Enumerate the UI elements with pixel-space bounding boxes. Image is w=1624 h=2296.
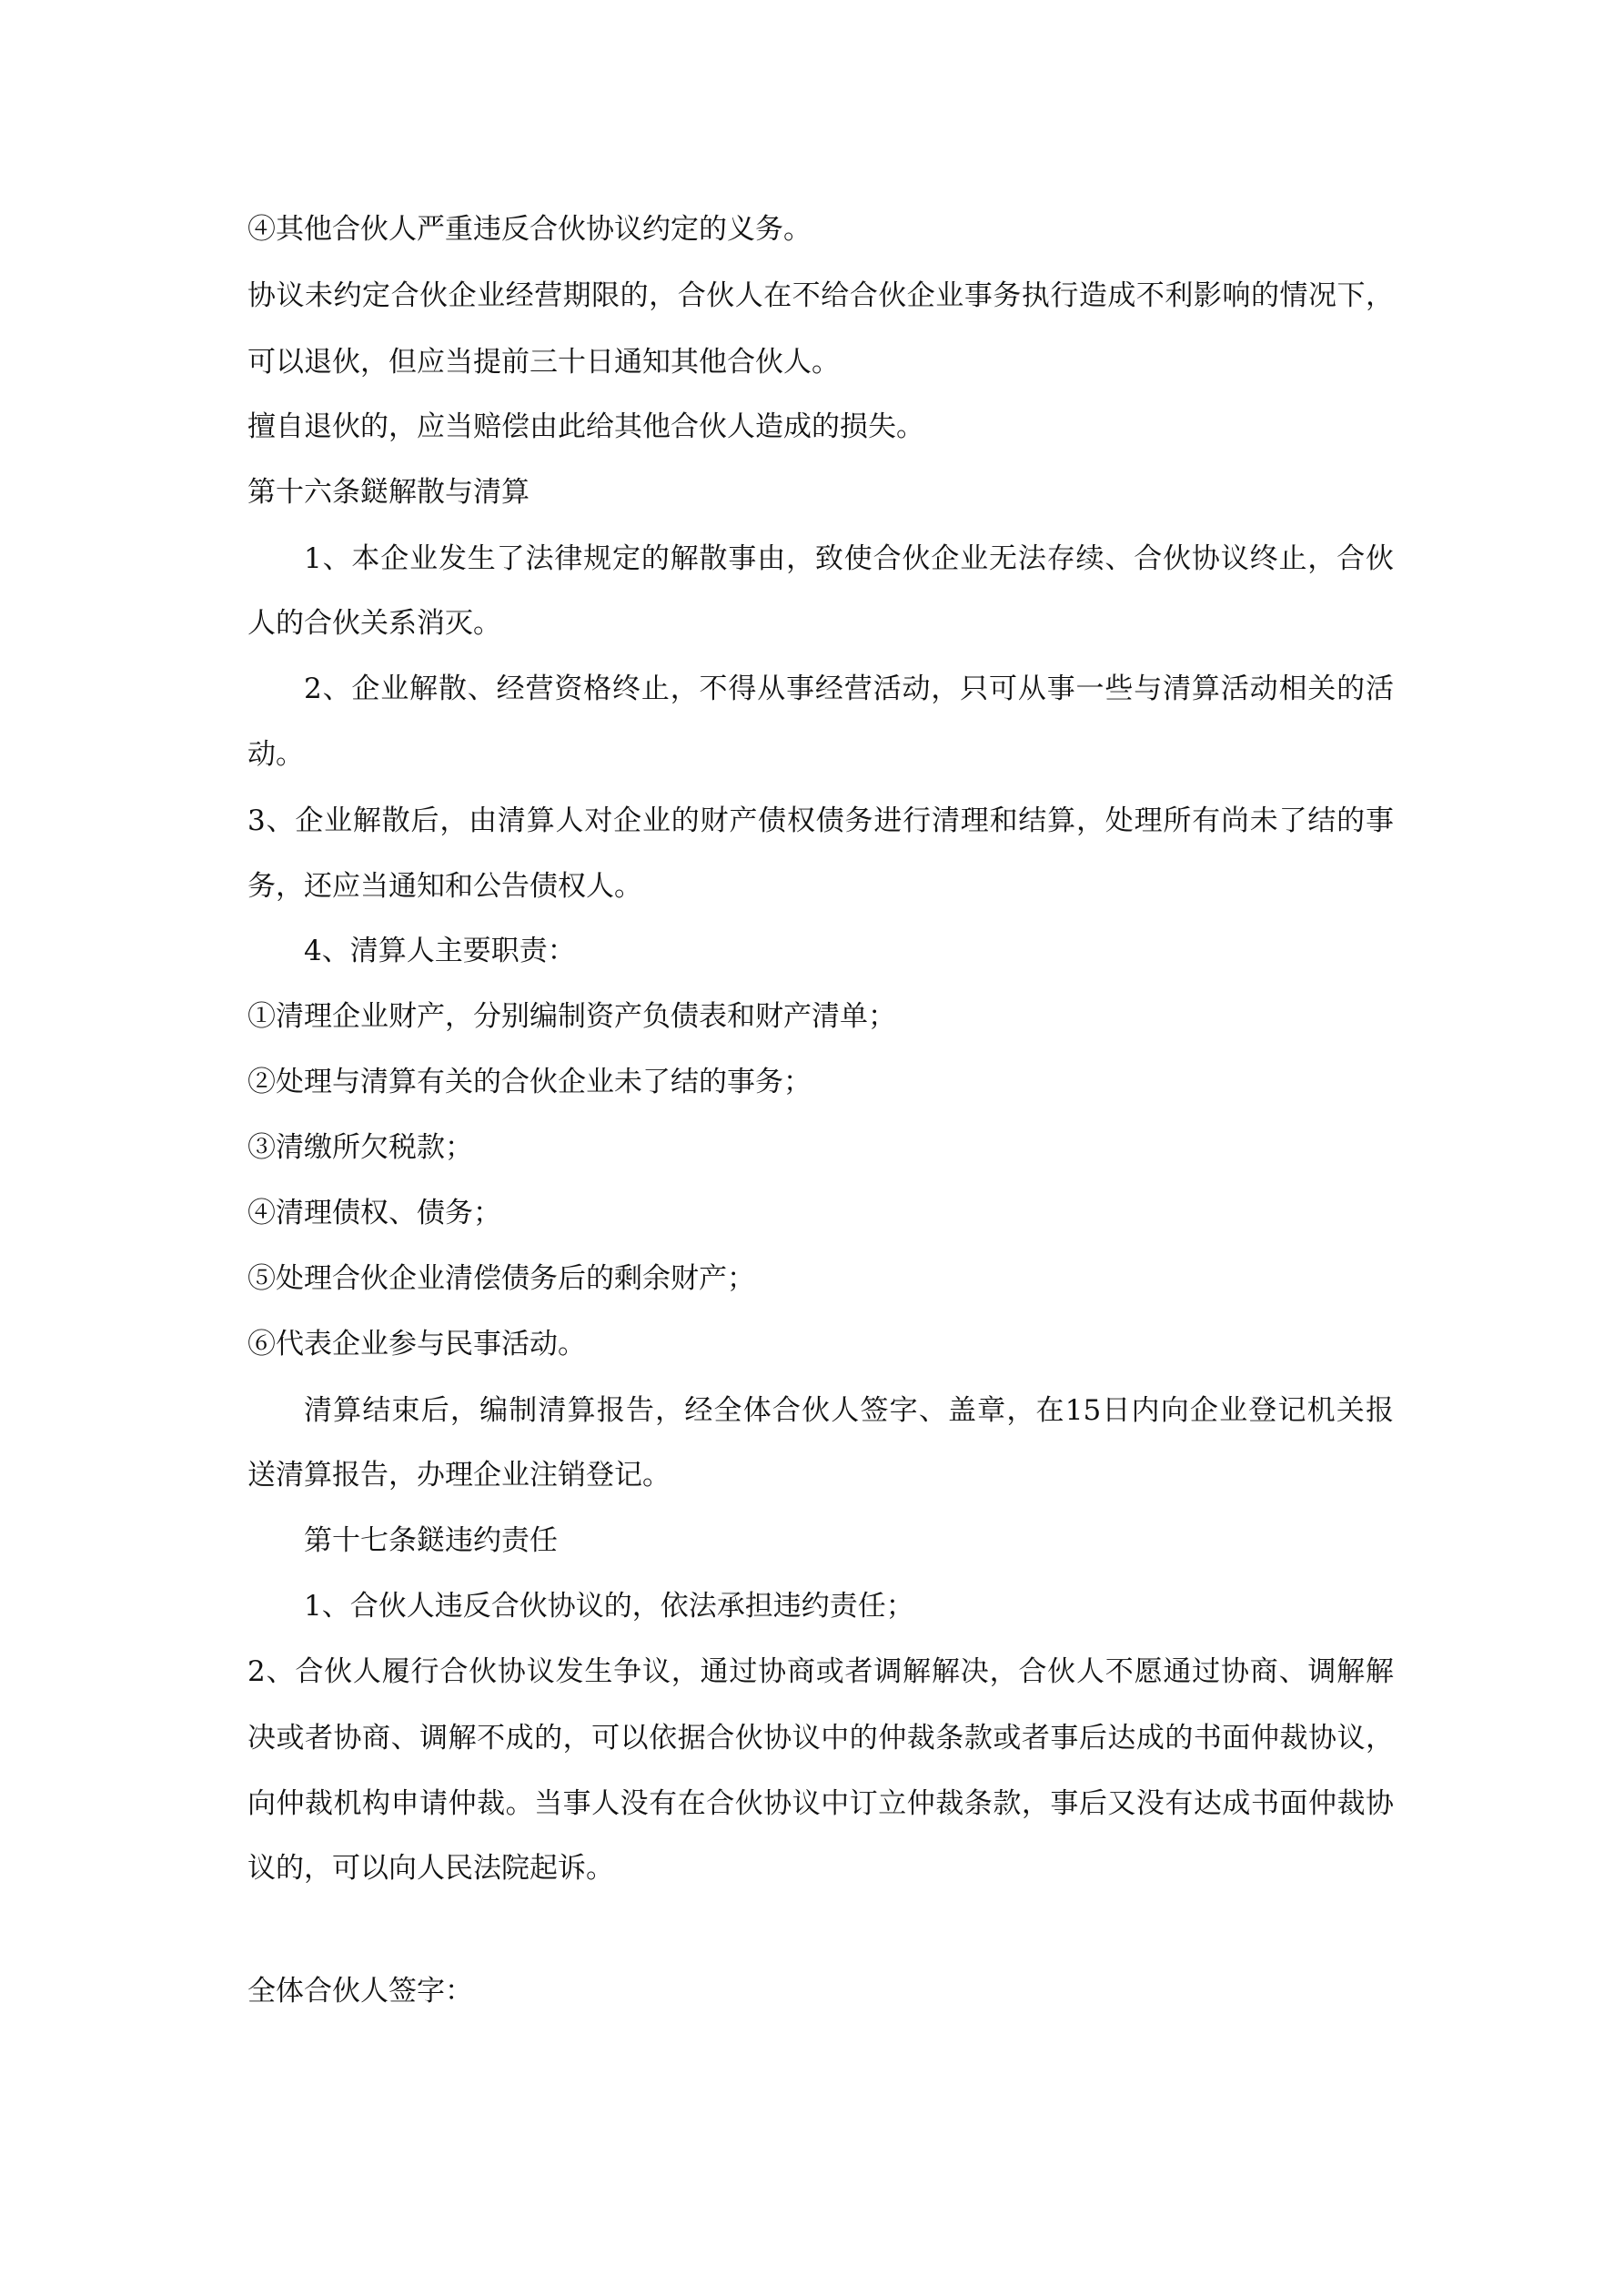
liquidation-report-line-1: 清算结束后，编制清算报告，经全体合伙人签字、盖章，在15日内向企业登记机关报 bbox=[304, 1394, 1394, 1427]
liquidator-duty-1: ①清理企业财产，分别编制资产负债表和财产清单； bbox=[247, 1000, 896, 1033]
clause-16-item-3-line-2: 务，还应当通知和公告债权人。 bbox=[247, 870, 642, 903]
clause-15-no-term-line-2: 可以退伙，但应当提前三十日通知其他合伙人。 bbox=[247, 346, 840, 379]
liquidator-duty-2: ②处理与清算有关的合伙企业未了结的事务； bbox=[247, 1066, 812, 1098]
clause-16-heading: 第十六条鎹解散与清算 bbox=[247, 476, 530, 509]
clause-17-item-2-line-3: 向仲裁机构申请仲裁。当事人没有在合伙协议中订立仲裁条款，事后又没有达成书面仲裁协 bbox=[247, 1787, 1394, 1820]
liquidator-duty-3: ③清缴所欠税款； bbox=[247, 1131, 473, 1164]
liquidator-duty-6: ⑥代表企业参与民事活动。 bbox=[247, 1328, 586, 1360]
clause-17-heading: 第十七条鎹违约责任 bbox=[304, 1524, 558, 1557]
clause-16-item-3-line-1: 3、企业解散后，由清算人对企业的财产债权债务进行清理和结算，处理所有尚未了结的事 bbox=[247, 804, 1394, 837]
liquidation-report-line-2: 送清算报告，办理企业注销登记。 bbox=[247, 1459, 671, 1492]
clause-15-unauthorized-withdrawal: 擅自退伙的，应当赔偿由此给其他合伙人造成的损失。 bbox=[247, 410, 924, 443]
clause-17-item-1: 1、合伙人违反合伙协议的，依法承担违约责任； bbox=[304, 1590, 914, 1623]
clause-16-item-2-line-1: 2、企业解散、经营资格终止，不得从事经营活动，只可从事一些与清算活动相关的活 bbox=[304, 673, 1394, 705]
clause-16-item-1-line-2: 人的合伙关系消灭。 bbox=[247, 607, 501, 640]
liquidator-duty-5: ⑤处理合伙企业清偿债务后的剩余财产； bbox=[247, 1262, 755, 1295]
clause-16-item-4: 4、清算人主要职责： bbox=[304, 935, 576, 967]
clause-17-item-2-line-1: 2、合伙人履行合伙协议发生争议，通过协商或者调解解决，合伙人不愿通过协商、调解解 bbox=[247, 1655, 1394, 1688]
clause-17-item-2-line-4: 议的，可以向人民法院起诉。 bbox=[247, 1852, 614, 1885]
clause-16-item-1-line-1: 1、本企业发生了法律规定的解散事由，致使合伙企业无法存续、合伙协议终止，合伙 bbox=[304, 542, 1394, 575]
clause-15-item-4: ④其他合伙人严重违反合伙协议约定的义务。 bbox=[247, 213, 812, 246]
liquidator-duty-4: ④清理债权、债务； bbox=[247, 1197, 501, 1229]
partners-signature-label: 全体合伙人签字： bbox=[247, 1975, 473, 2008]
clause-15-no-term-line-1: 协议未约定合伙企业经营期限的，合伙人在不给合伙企业事务执行造成不利影响的情况下， bbox=[247, 279, 1394, 312]
clause-17-item-2-line-2: 决或者协商、调解不成的，可以依据合伙协议中的仲裁条款或者事后达成的书面仲裁协议， bbox=[247, 1722, 1394, 1755]
clause-16-item-2-line-2: 动。 bbox=[247, 738, 304, 771]
